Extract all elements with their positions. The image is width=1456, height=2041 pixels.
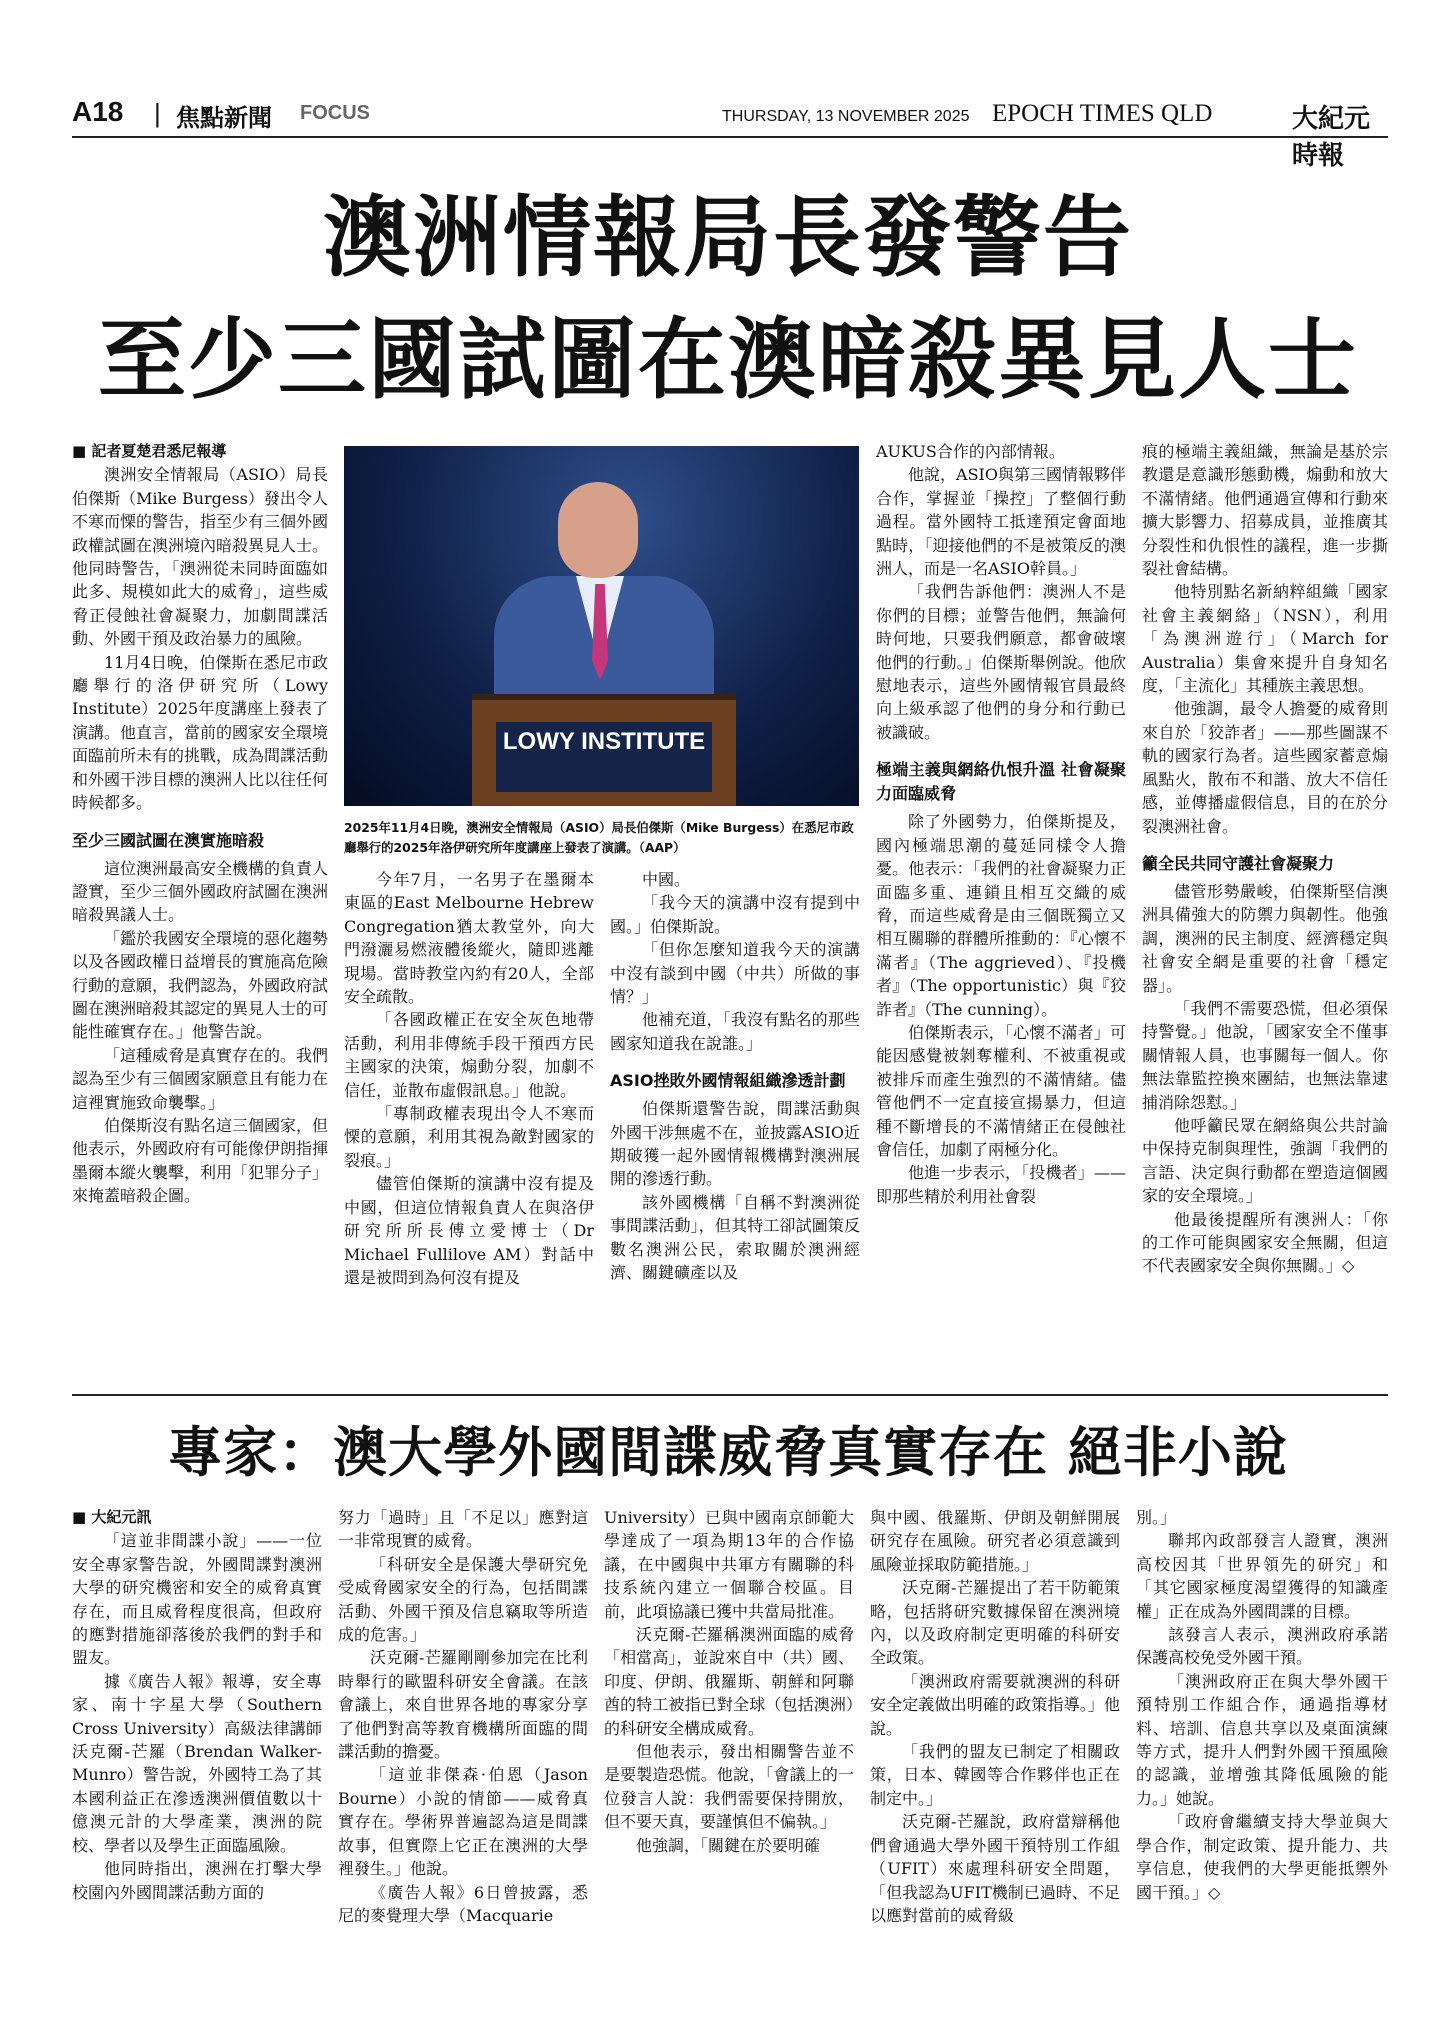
paragraph: 他最後提醒所有澳洲人：「你的工作可能與國家安全無關，但這不代表國家安全與你無關。」◇ [1142,1209,1388,1276]
story1-column-3 [610,868,860,1285]
paragraph: 該發言人表示，澳洲政府承諾保護高校免受外國干預。 [1136,1625,1388,1668]
paragraph: 「科研安全是保護大學研究免受威脅國家安全的行為，包括間諜活動、外國干預及信息竊取等所造成的危害。」 [338,1554,588,1645]
story1-column-5 [1142,440,1388,1278]
page-number: A18 [72,96,124,127]
paragraph: 儘管形勢嚴峻，伯傑斯堅信澳洲具備強大的防禦力與韌性。他強調，澳洲的民主制度、經濟穩定與社會安全網是重要的社會「穩定器」。 [1142,881,1388,995]
story1-headline-line1: 澳洲情報局長發警告 [322,186,1133,289]
story1-column-2 [344,868,594,1289]
paragraph: 「各國政權正在安全灰色地帶活動，利用非傳統手段干預西方民主國家的決策，煽動分裂，加劇不信任，並散布虛假訊息。」他說。 [344,1010,594,1100]
paragraph: 「這種威脅是真實存在的。我們認為至少有三個國家願意且有能力在這裡實施致命襲擊。」 [72,1045,329,1112]
story2-column-1 [72,1506,322,1904]
podium [472,694,736,806]
paragraph: 據《廣告人報》報導，安全專家、南十字星大學（Southern Cross University）高級法律講師沃克爾-芒羅（Brendan Walker-Munro）警告說，外國特工為了其本國利益正在滲透澳洲價值數以十億澳元計的大學產業，澳洲的院校、學者以及學生正面臨風險。 [72,1671,322,1855]
paragraph: 「我們不需要恐慌，但必須保持警覺。」他說，「國家安全不僅事關情報人員，也事關每一個人。你無法靠監控換來團結，也無法靠逮捕消除怨懟。」 [1142,998,1388,1112]
story2-byline: ■ 大紀元訊 [72,1508,152,1526]
paragraph: 他同時指出，澳洲在打擊大學校園內外國間諜活動方面的 [72,1859,322,1902]
paragraph: 「專制政權表現出令人不寒而慄的意願，利用其視為敵對國家的裂痕。」 [344,1104,594,1170]
paragraph: 該外國機構「自稱不對澳洲從事間諜活動」，但其特工卻試圖策反數名澳洲公民，索取關於澳洲經濟、關鍵礦產以及 [610,1192,860,1283]
masthead [72,96,1388,171]
podium-sign: LOWY INSTITUTE [496,722,712,792]
paragraph: 努力「過時」且「不足以」應對這一非常現實的威脅。 [338,1508,588,1551]
paragraph: 沃克爾-芒羅稱澳洲面臨的威脅「相當高」，並說來自中（共）國、印度、伊朗、俄羅斯、朝鮮和阿聯酋的特工被指已對全球（包括澳洲）的科研安全構成威脅。 [604,1625,854,1738]
paragraph: 伯傑斯表示，「心懷不滿者」可能因感覺被剝奪權利、不被重視或被排斥而產生強烈的不滿情緒。儘管他們不一定直接宣揚暴力，但這種不斷增長的不滿情緒正在侵蝕社會信任，加劇了兩極分化。 [876,1022,1126,1159]
paragraph: 「我今天的演講中沒有提到中國。」伯傑斯說。 [610,893,860,936]
paragraph: 伯傑斯沒有點名這三個國家，但他表示，外國政府有可能像伊朗指揮墨爾本縱火襲擊，利用「犯罪分子」來掩蓋暗殺企圖。 [72,1115,329,1206]
paragraph: 中國。 [642,870,691,889]
story2-column-5 [1136,1506,1388,1904]
paragraph: 他特別點名新納粹組織「國家社會主義網絡」（NSN），利用「為澳洲遊行」（March for Australia）集會來提升自身知名度，「主流化」其種族主義思想。 [1142,582,1388,696]
paragraph: 11月4日晚，伯傑斯在悉尼市政廳舉行的洛伊研究所（Lowy Institute）2025年度講座上發表了演講。他直言，當前的國家安全環境面臨前所未有的挑戰，成為間諜活動和外國干涉目標的澳洲人比以往任何時候都多。 [72,652,329,813]
masthead-separator: | [154,98,161,128]
paragraph: University）已與中國南京師範大學達成了一項為期13年的合作協議，在中國與中共軍方有關聯的科技系統內建立一個聯合校區。目前，此項協議已獲中共當局批准。 [604,1508,854,1621]
paragraph: 他呼籲民眾在網絡與公共討論中保持克制與理性，強調「我們的言語、決定與行動都在塑造這個國家的安全環境。」 [1142,1115,1388,1206]
subheading: 極端主義與網絡仇恨升溫 社會凝聚力面臨威脅 [876,760,1126,804]
paragraph: 儘管伯傑斯的演講中沒有提及中國，但這位情報負責人在與洛伊研究所所長傅立愛博士（Dr Michael Fullilove AM）對話中還是被問到為何沒有提及 [344,1174,594,1287]
paragraph: 除了外國勢力，伯傑斯提及，國內極端思潮的蔓延同樣令人擔憂。他表示：「我們的社會凝聚力正面臨多重、連鎖且相互交織的威脅，而這些威脅是由三個既獨立又相互關聯的群體所推動的：『心懷不滿者』（The aggrieved）、『投機者』（The opportunistic）與『狡詐者』（The cunning）。 [876,812,1126,1019]
story1-column-4 [876,440,1126,1208]
paragraph: 但他表示，發出相關警告並不是要製造恐慌。他說，「會議上的一位發言人說：我們需要保持開放，但不要天真，要謹慎但不偏執。」 [604,1742,854,1832]
paper-name-en: EPOCH TIMES QLD [992,100,1213,127]
paragraph: 「澳洲政府需要就澳洲的科研安全定義做出明確的政策指導。」他說。 [870,1671,1120,1738]
paragraph: 這位澳洲最高安全機構的負責人證實，至少三個外國政府試圖在澳洲暗殺異議人士。 [72,858,329,925]
issue-date: THURSDAY, 13 NOVEMBER 2025 [722,108,970,125]
paragraph: 他說，ASIO與第三國情報夥伴合作，掌握並「操控」了整個行動過程。當外國特工抵達預定會面地點時，「迎接他們的不是被策反的澳洲人，而是一名ASIO幹員。」 [876,465,1126,579]
paragraph: 「我們的盟友已制定了相關政策，日本、韓國等合作夥伴也正在制定中。」 [870,1742,1120,1808]
paragraph: 「鑑於我國安全環境的惡化趨勢以及各國政權日益增長的實施高危險行動的意願，我們認為，外國政府試圖在澳洲暗殺其認定的異見人士的可能性確實存在。」他警告說。 [72,928,329,1042]
story1-column-1 [72,440,328,1208]
paragraph: 澳洲安全情報局（ASIO）局長伯傑斯（Mike Burgess）發出令人不寒而慄的警告，指至少有三個外國政權試圖在澳洲境內暗殺異見人士。他同時警告，「澳洲從未同時面臨如此多、規模如此大的威脅」，這些威脅正侵蝕社會凝聚力，加劇間諜活動、外國干預及政治暴力的風險。 [72,465,329,649]
story1-headline-line2: 至少三國試圖在澳暗殺異見人士 [97,308,1358,411]
paragraph: 別。」 [1136,1508,1177,1527]
paragraph: 「我們告訴他們：澳洲人不是你們的目標；並警告他們，無論何時何地，只要我們願意，都會破壞他們的行動。」伯傑斯舉例說。他欣慰地表示，這些外國情報官員最終向上級承認了他們的身分和行動已被識破。 [876,582,1126,742]
paragraph: 「這並非傑森·伯恩（Jason Bourne）小說的情節——威脅真實存在。學術界普遍認為這是間諜故事，但實際上它正在澳洲的大學裡發生。」他說。 [338,1765,588,1879]
paragraph: 他強調，最令人擔憂的威脅則來自於「狡詐者」——那些圖謀不軌的國家行為者。這些國家蓄意煽風點火，散布不和諧、放大不信任感，並傳播虛假信息，目的在於分裂澳洲社會。 [1142,699,1388,836]
paragraph: 與中國、俄羅斯、伊朗及朝鮮開展研究存在風險。研究者必須意識到風險並採取防範措施。」 [870,1508,1120,1574]
story2-column-2 [338,1506,588,1927]
paragraph: 他補充道，「我沒有點名的那些國家知道我在說誰。」 [610,1010,860,1053]
story2-column-3 [604,1506,854,1857]
paragraph: 「這並非間諜小說」——一位安全專家警告說，外國間諜對澳洲大學的研究機密和安全的威脅真實存在，而且威脅程度很高，但政府的應對措施卻落後於我們的對手和盟友。 [72,1531,322,1668]
subheading: 至少三國試圖在澳實施暗殺 [72,830,265,850]
paragraph: 沃克爾-芒羅說，政府當辯稱他們會通過大學外國干預特別工作組（UFIT）來處理科研安全問題，「但我認為UFIT機制已過時、不足以應對當前的威脅級 [870,1812,1120,1925]
story-divider [72,1394,1388,1396]
news-photo [344,446,859,806]
paragraph: 他進一步表示，「投機者」——即那些精於利用社會裂 [876,1163,1126,1206]
paper-logo: 大紀元時報 [1292,104,1371,171]
paragraph: 「但你怎麼知道我今天的演講中沒有談到中國（中共）所做的事情？」 [610,940,860,1007]
subheading: ASIO挫敗外國情報組織滲透計劃 [610,1071,846,1091]
paragraph: 他強調，「關鍵在於要明確 [636,1835,821,1855]
paragraph: 沃克爾-芒羅剛剛參加完在比利時舉行的歐盟科研安全會議。在該會議上，來自世界各地的專家分享了他們對高等教育機構所面臨的間諜活動的擔憂。 [338,1648,588,1762]
section-name-en: FOCUS [300,102,370,124]
paragraph: 沃克爾-芒羅提出了若干防範策略，包括將研究數據保留在澳洲境內，以及政府制定更明確的科研安全政策。 [870,1578,1120,1668]
subheading: 籲全民共同守護社會凝聚力 [1142,853,1335,873]
story2-column-4 [870,1506,1120,1927]
paragraph: 聯邦內政部發言人證實，澳洲高校因其「世界領先的研究」和「其它國家極度渴望獲得的知識產權」正在成為外國間諜的目標。 [1136,1531,1388,1621]
section-name: 焦點新聞 [176,104,272,132]
paragraph: 伯傑斯還警告說，間諜活動與外國干涉無處不在，並披露ASIO近期破獲一起外國情報機構對澳洲展開的滲透行動。 [610,1099,860,1189]
paragraph: 《廣告人報》6日曾披露，悉尼的麥覺理大學（Macquarie [338,1882,588,1925]
paragraph: 今年7月，一名男子在墨爾本東區的East Melbourne Hebrew Congregation猶太教堂外，向大門潑灑易燃液體後縱火，隨即逃離現場。當時教堂內約有20人，全部安全疏散。 [344,870,594,1007]
paragraph: 「澳洲政府正在與大學外國干預特別工作組合作，通過指導材料、培訓、信息共享以及桌面演練等方式，提升人們對外國干預風險的認識，並增強其降低風險的能力。」她說。 [1136,1671,1388,1808]
story2-headline: 專家：澳大學外國間諜威脅真實存在 絕非小說 [168,1421,1288,1484]
photo-caption: 2025年11月4日晚，澳洲安全情報局（ASIO）局長伯傑斯（Mike Burgess）在悉尼市政廳舉行的2025年洛伊研究所年度講座上發表了演講。（AAP） [344,820,854,855]
paragraph: 「政府會繼續支持大學並與大學合作，制定政策、提升能力、共享信息，使我們的大學更能抵禦外國干預。」◇ [1136,1812,1388,1902]
paragraph: AUKUS合作的內部情報。 [876,442,1065,461]
paragraph: 痕的極端主義組織，無論是基於宗教還是意識形態動機，煽動和放大不滿情緒。他們通過宣傳和行動來擴大影響力、招募成員，並推廣其分裂性和仇恨性的議程，進一步撕裂社會結構。 [1142,442,1388,579]
story1-byline: ■ 記者夏楚君悉尼報導 [72,442,227,460]
